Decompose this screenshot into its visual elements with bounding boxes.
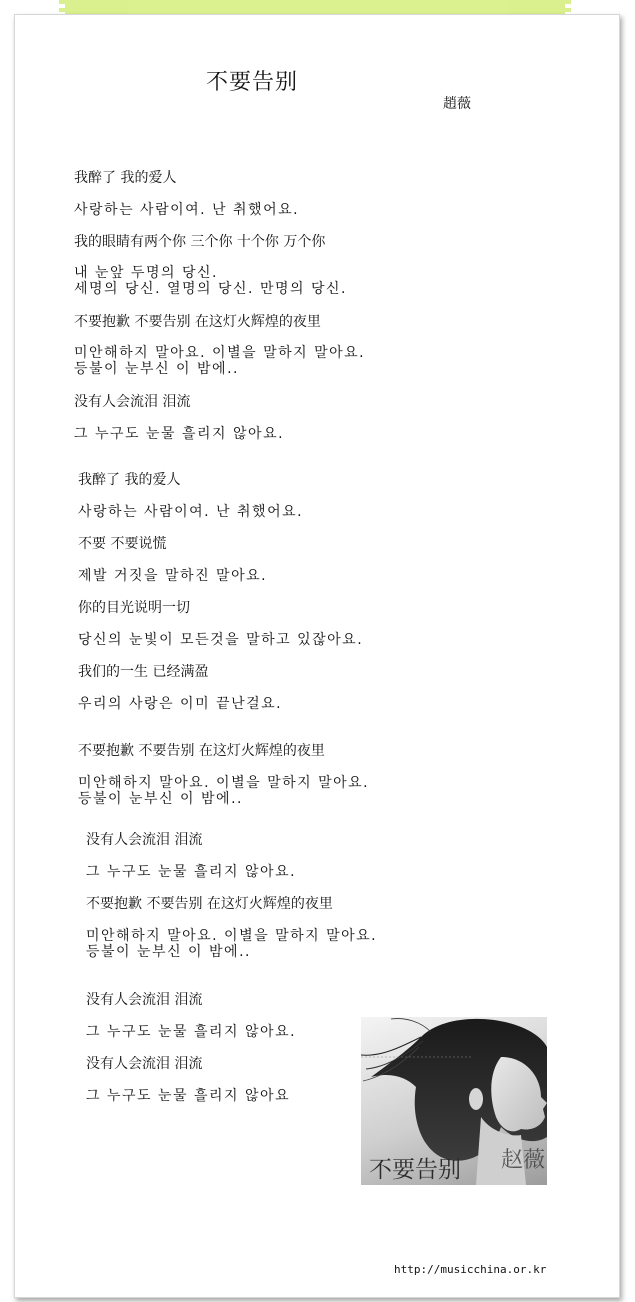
footer-url: http://musicchina.or.kr: [394, 1263, 547, 1276]
lyric-line-ko: 내 눈앞 두명의 당신.: [74, 265, 218, 281]
lyric-line-ko: 등불이 눈부신 이 밤에..: [86, 944, 251, 960]
song-title: 不要告别: [206, 70, 299, 95]
album-cover-artist: 赵薇: [501, 1148, 546, 1173]
album-cover-title: 不要告别: [369, 1157, 461, 1183]
lyric-line-ko: 세명의 당신. 열명의 당신. 만명의 당신.: [74, 281, 347, 297]
lyric-line-zh: 我醉了 我的爱人: [74, 170, 177, 186]
lyric-line-ko: 그 누구도 눈물 흘리지 않아요.: [74, 426, 285, 442]
lyric-line-zh: 你的目光说明一切: [78, 600, 190, 616]
lyric-line-zh: 我们的一生 已经满盈: [78, 664, 209, 680]
lyric-line-ko: 등불이 눈부신 이 밤에..: [78, 791, 243, 807]
lyric-line-zh: 没有人会流泪 泪流: [86, 1056, 203, 1072]
lyric-line-ko: 당신의 눈빛이 모든것을 말하고 있잖아요.: [78, 632, 364, 648]
lyric-line-ko: 그 누구도 눈물 흘리지 않아요.: [86, 864, 297, 880]
lyric-line-zh: 没有人会流泪 泪流: [86, 992, 203, 1008]
lyric-line-ko: 등불이 눈부신 이 밤에..: [74, 361, 239, 377]
lyric-line-zh: 不要抱歉 不要告别 在这灯火辉煌的夜里: [86, 896, 333, 912]
song-artist: 趙薇: [443, 96, 471, 112]
lyric-line-zh: 不要抱歉 不要告别 在这灯火辉煌的夜里: [78, 743, 325, 759]
lyric-line-zh: 我醉了 我的爱人: [78, 472, 181, 488]
lyric-line-ko: 우리의 사랑은 이미 끝난걸요.: [78, 696, 283, 712]
lyric-line-zh: 我的眼睛有两个你 三个你 十个你 万个你: [74, 234, 326, 250]
lyric-line-ko: 미안해하지 말아요. 이별을 말하지 말아요.: [74, 345, 366, 361]
album-cover: [361, 1017, 547, 1185]
lyric-line-ko: 사랑하는 사람이여. 난 취했어요.: [78, 504, 304, 520]
lyric-line-zh: 没有人会流泪 泪流: [74, 394, 191, 410]
lyric-line-zh: 不要 不要说慌: [78, 536, 167, 552]
lyric-line-ko: 미안해하지 말아요. 이별을 말하지 말아요.: [78, 775, 370, 791]
lyric-line-ko: 그 누구도 눈물 흘리지 않아요.: [86, 1024, 297, 1040]
lyric-line-ko: 그 누구도 눈물 흘리지 않아요: [86, 1088, 291, 1104]
lyric-line-ko: 사랑하는 사람이여. 난 취했어요.: [74, 202, 300, 218]
lyric-line-ko: 제발 거짓을 말하진 말아요.: [78, 568, 268, 584]
lyric-line-zh: 没有人会流泪 泪流: [86, 832, 203, 848]
lyric-line-zh: 不要抱歉 不要告别 在这灯火辉煌的夜里: [74, 314, 321, 330]
lyric-line-ko: 미안해하지 말아요. 이별을 말하지 말아요.: [86, 928, 378, 944]
